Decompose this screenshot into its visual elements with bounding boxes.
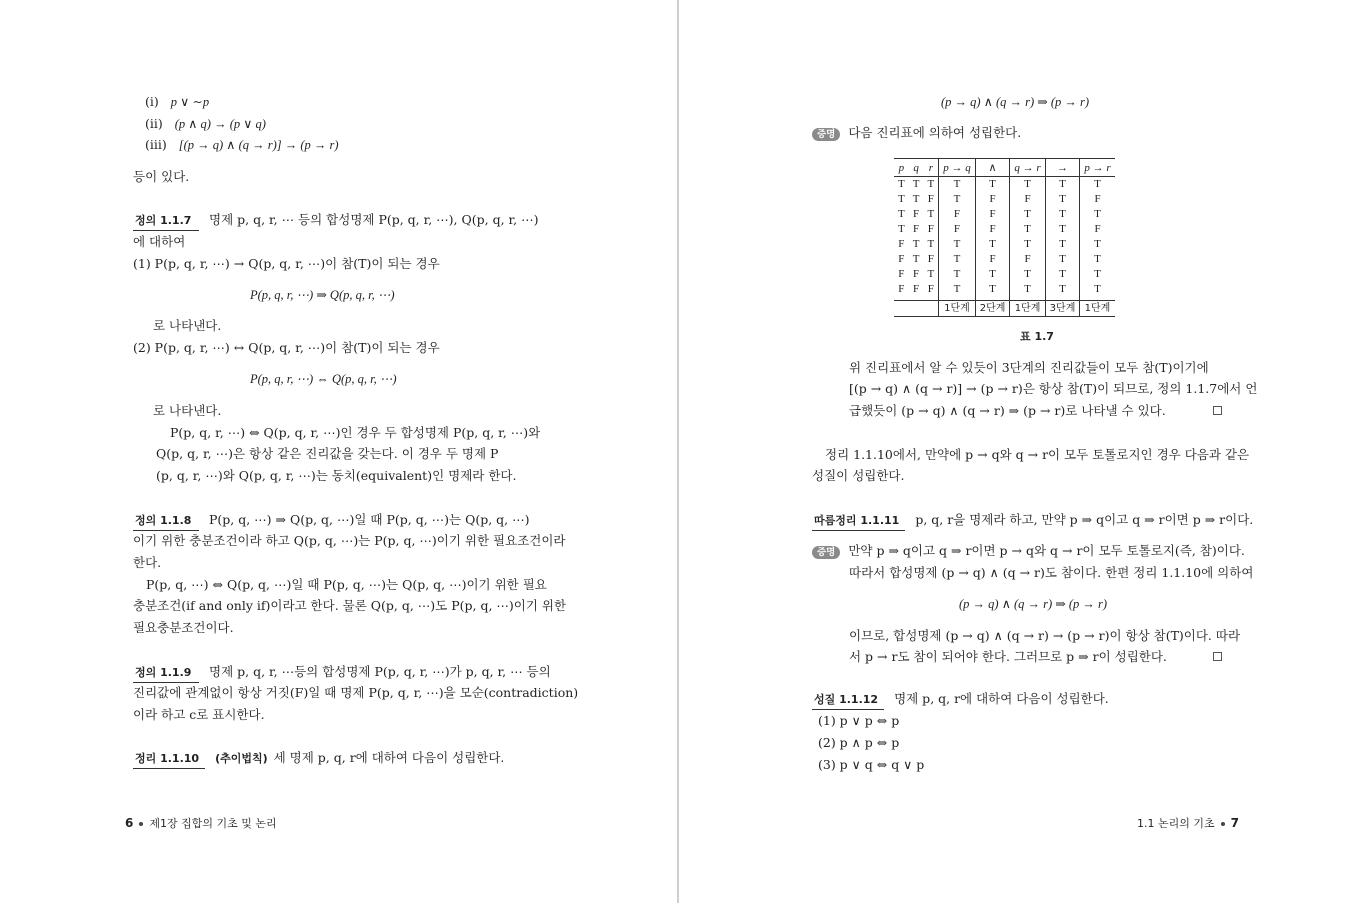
table-cell: T — [1045, 252, 1080, 267]
body-text-line — [849, 403, 1166, 419]
theorem-text: 세 명제 p, q, r에 대하여 다음이 성립한다. — [273, 750, 505, 765]
body-text: 이므로, 합성명제 (p → q) ∧ (q → r) → (p → r)이 항상 참(T)이다. 따라 — [849, 628, 1241, 643]
table-caption: 표 1.7 — [1020, 330, 1054, 343]
table-cell: T — [1080, 267, 1115, 282]
table-cell: F — [898, 238, 905, 250]
table-row — [894, 267, 1115, 282]
table-row — [894, 282, 1115, 301]
table-cell: T — [1045, 192, 1080, 207]
table-step-row — [894, 301, 1115, 317]
body-text: 급했듯이 (p → q) ∧ (q → r) ⇒ (p → r)로 나타낼 수 있다. — [849, 403, 1166, 418]
page-number: 6 — [125, 816, 134, 830]
property-heading — [812, 691, 1109, 710]
table-cell: T — [927, 208, 935, 220]
truth-table-body — [894, 177, 1115, 317]
table-cell: F — [975, 192, 1010, 207]
table-cell: T — [1010, 237, 1045, 252]
table-cell: T — [898, 178, 905, 190]
table-cell: F — [927, 283, 934, 295]
body-text: 진리값에 관계없이 항상 거짓(F)일 때 명제 P(p, q, r, ⋯)을 모순(contradiction) — [133, 685, 579, 700]
body-text: Q(p, q, r, ⋯)은 항상 같은 진리값을 갖는다. 이 경우 두 명제 P — [156, 446, 499, 461]
definition-text: 명제 p, q, r, ⋯등의 합성명제 P(p, q, r, ⋯)가 p, q, r, ⋯ 등의 — [209, 664, 551, 679]
table-cell: T — [1010, 177, 1045, 193]
bullet-icon — [139, 822, 143, 826]
table-row — [894, 252, 1115, 267]
body-text: 충분조건(if and only if)이라고 한다. 물론 Q(p, q, ⋯)도 P(p, q, ⋯)이기 위한 — [133, 598, 567, 613]
list-item — [145, 116, 266, 132]
definition-text: P(p, q, ⋯) ⇒ Q(p, q, ⋯)일 때 P(p, q, ⋯)는 Q(p, q, ⋯) — [209, 512, 530, 527]
table-cell: F — [1080, 222, 1115, 237]
table-cell: T — [975, 177, 1010, 193]
table-cell: T — [939, 252, 976, 267]
table-cell: T — [927, 178, 935, 190]
column-header: ∧ — [975, 159, 1010, 177]
proof-badge: 증명 — [812, 128, 840, 141]
theorem-name: (추이법칙) — [215, 752, 268, 765]
list-item: (2) p ∧ p ⇔ p — [818, 735, 900, 750]
definition-heading — [133, 212, 538, 231]
table-row — [894, 192, 1115, 207]
table-row — [894, 207, 1115, 222]
body-text: 따라서 합성명제 (p → q) ∧ (q → r)도 참이다. 한편 정리 1.1.10에 의하여 — [849, 565, 1254, 580]
definition-label: 정의 1.1.7 — [133, 213, 199, 231]
table-cell: F — [927, 223, 934, 235]
column-header: → — [1045, 159, 1080, 177]
table-cell: T — [898, 223, 905, 235]
table-cell — [894, 301, 939, 317]
step-label: 1단계 — [1080, 301, 1115, 317]
list-item — [145, 137, 339, 153]
body-text: 로 나타낸다. — [153, 403, 222, 418]
table-cell: F — [913, 223, 920, 235]
proof-heading — [812, 125, 1021, 141]
table-cell: F — [1010, 192, 1045, 207]
body-text: 한다. — [133, 555, 162, 570]
table-cell: T — [975, 267, 1010, 282]
definition-heading — [133, 664, 551, 683]
column-header: p → q — [939, 159, 976, 177]
body-text: [(p → q) ∧ (q → r)] → (p → r)은 항상 참(T)이 되므로, 정의 1.1.7에서 언 — [849, 381, 1258, 396]
table-cell: T — [1045, 282, 1080, 301]
display-equation: (p → q) ∧ (q → r) ⇒ (p → r) — [941, 95, 1090, 109]
step-label: 3단계 — [1045, 301, 1080, 317]
table-cell: T — [939, 177, 976, 193]
table-row — [894, 222, 1115, 237]
body-text: 에 대하여 — [133, 234, 186, 249]
table-cell: F — [975, 252, 1010, 267]
body-text: P(p, q, ⋯) ⇔ Q(p, q, ⋯)일 때 P(p, q, ⋯)는 Q(p, q, ⋯)이기 위한 필요 — [146, 577, 547, 592]
item-number: (iii) — [145, 137, 167, 152]
property-text: 명제 p, q, r에 대하여 다음이 성립한다. — [894, 691, 1109, 706]
qed-icon — [1213, 406, 1222, 415]
table-row — [894, 177, 1115, 193]
item-expression: [(p → q) ∧ (q → r)] → (p → r) — [178, 138, 339, 152]
column-header: r — [923, 159, 938, 177]
corollary-label: 따름정리 1.1.11 — [812, 513, 905, 531]
body-text: (p, q, r, ⋯)와 Q(p, q, r, ⋯)는 동치(equivalent)인 명제라 한다. — [156, 468, 517, 483]
table-cell: T — [912, 178, 920, 190]
step-label: 1단계 — [1010, 301, 1045, 317]
step-label: 2단계 — [975, 301, 1010, 317]
table-cell: T — [939, 237, 976, 252]
proof-text: 만약 p ⇒ q이고 q ⇒ r이면 p → q와 q → r이 모두 토톨로지(즉, 참)이다. — [848, 543, 1245, 558]
table-cell: T — [1010, 222, 1045, 237]
proof-badge: 증명 — [812, 546, 840, 559]
corollary-text: p, q, r을 명제라 하고, 만약 p ⇒ q이고 q ⇒ r이면 p ⇒ r이다. — [915, 512, 1254, 527]
step-label: 1단계 — [939, 301, 976, 317]
body-text: 등이 있다. — [133, 169, 190, 184]
theorem-heading — [133, 750, 504, 769]
table-cell: F — [975, 207, 1010, 222]
body-text: 성질이 성립한다. — [812, 468, 905, 483]
item-number: (ii) — [145, 116, 163, 131]
table-cell: F — [898, 283, 905, 295]
left-footer — [125, 815, 277, 831]
body-text: 이기 위한 충분조건이라 하고 Q(p, q, ⋯)는 P(p, q, ⋯)이기 위한 필요조건이라 — [133, 533, 566, 548]
item-expression: p ∨ ∼p — [170, 95, 210, 109]
proof-heading — [812, 543, 1245, 559]
display-equation: (p → q) ∧ (q → r) ⇒ (p → r) — [959, 597, 1108, 611]
table-cell: T — [975, 237, 1010, 252]
table-cell: T — [898, 193, 905, 205]
table-cell: F — [1010, 252, 1045, 267]
definition-label: 정의 1.1.9 — [133, 665, 199, 683]
body-text: 정리 1.1.10에서, 만약에 p → q와 q → r이 모두 토톨로지인 경우 다음과 같은 — [825, 447, 1250, 462]
definition-text: 명제 p, q, r, ⋯ 등의 합성명제 P(p, q, r, ⋯), Q(p, q, r, ⋯) — [209, 212, 539, 227]
table-cell: T — [927, 238, 935, 250]
table-row — [894, 237, 1115, 252]
table-cell: T — [1045, 267, 1080, 282]
bullet-icon — [1221, 822, 1225, 826]
right-page — [679, 0, 1354, 903]
body-text: 필요충분조건이다. — [133, 620, 234, 635]
right-footer — [1137, 815, 1239, 831]
body-text: 서 p → r도 참이 되어야 한다. 그러므로 p ⇒ r이 성립한다. — [849, 649, 1167, 664]
body-text: 이라 하고 c로 표시한다. — [133, 707, 265, 722]
table-cell: F — [898, 268, 905, 280]
table-cell: T — [939, 282, 976, 301]
table-cell: F — [913, 283, 920, 295]
definition-heading — [133, 512, 529, 531]
table-cell: T — [1010, 267, 1045, 282]
table-cell: T — [927, 268, 935, 280]
table-cell: T — [912, 253, 920, 265]
column-header: q — [909, 159, 924, 177]
table-cell: T — [912, 238, 920, 250]
item-number: (i) — [145, 94, 159, 109]
property-label: 성질 1.1.12 — [812, 692, 884, 710]
table-cell: T — [1045, 237, 1080, 252]
table-cell: F — [939, 222, 976, 237]
list-item: (3) p ∨ q ⇔ q ∨ p — [818, 757, 925, 772]
item-expression: (p ∧ q) → (p ∨ q) — [174, 117, 266, 131]
list-item — [145, 94, 209, 110]
column-header: p → r — [1080, 159, 1115, 177]
proof-text: 다음 진리표에 의하여 성립한다. — [848, 125, 1022, 140]
corollary-heading — [812, 512, 1253, 531]
display-equation: P(p, q, r, ⋯) ⇔ Q(p, q, r, ⋯) — [250, 372, 397, 386]
body-text: (2) P(p, q, r, ⋯) ↔ Q(p, q, r, ⋯)이 참(T)이 되는 경우 — [133, 340, 440, 355]
table-header-row — [894, 159, 1115, 177]
table-cell: F — [975, 222, 1010, 237]
column-header: p — [894, 159, 909, 177]
body-text: (1) P(p, q, r, ⋯) → Q(p, q, r, ⋯)이 참(T)이 되는 경우 — [133, 256, 440, 271]
table-cell: T — [1010, 282, 1045, 301]
list-item: (1) p ∨ p ⇔ p — [818, 713, 900, 728]
table-cell: T — [1045, 222, 1080, 237]
table-cell: F — [939, 207, 976, 222]
table-cell: T — [1080, 237, 1115, 252]
table-cell: F — [913, 268, 920, 280]
table-cell: T — [1080, 282, 1115, 301]
theorem-label: 정리 1.1.10 — [133, 751, 205, 769]
column-header: q → r — [1010, 159, 1045, 177]
definition-label: 정의 1.1.8 — [133, 513, 199, 531]
table-cell: T — [1080, 252, 1115, 267]
table-cell: T — [939, 267, 976, 282]
display-equation: P(p, q, r, ⋯) ⇒ Q(p, q, r, ⋯) — [250, 288, 395, 302]
table-cell: T — [1010, 207, 1045, 222]
table-cell: T — [1080, 177, 1115, 193]
table-cell: F — [927, 193, 934, 205]
running-footer: 제1장 집합의 기초 및 논리 — [149, 817, 277, 830]
table-cell: T — [975, 282, 1010, 301]
table-cell: F — [913, 208, 920, 220]
table-cell: T — [1080, 207, 1115, 222]
body-text: 로 나타낸다. — [153, 318, 222, 333]
truth-table — [894, 158, 1115, 317]
table-cell: T — [1045, 177, 1080, 193]
table-cell: T — [898, 208, 905, 220]
body-text: 위 진리표에서 알 수 있듯이 3단계의 진리값들이 모두 참(T)이기에 — [849, 360, 1209, 375]
running-footer: 1.1 논리의 기초 — [1137, 817, 1215, 830]
qed-icon — [1213, 652, 1222, 661]
page-number: 7 — [1230, 816, 1239, 830]
table-cell: F — [898, 253, 905, 265]
table-cell: F — [927, 253, 934, 265]
body-text: P(p, q, r, ⋯) ⇔ Q(p, q, r, ⋯)인 경우 두 합성명제 P(p, q, r, ⋯)와 — [170, 425, 541, 440]
table-cell: T — [939, 192, 976, 207]
table-cell: T — [1045, 207, 1080, 222]
table-cell: T — [912, 193, 920, 205]
table-cell: F — [1080, 192, 1115, 207]
